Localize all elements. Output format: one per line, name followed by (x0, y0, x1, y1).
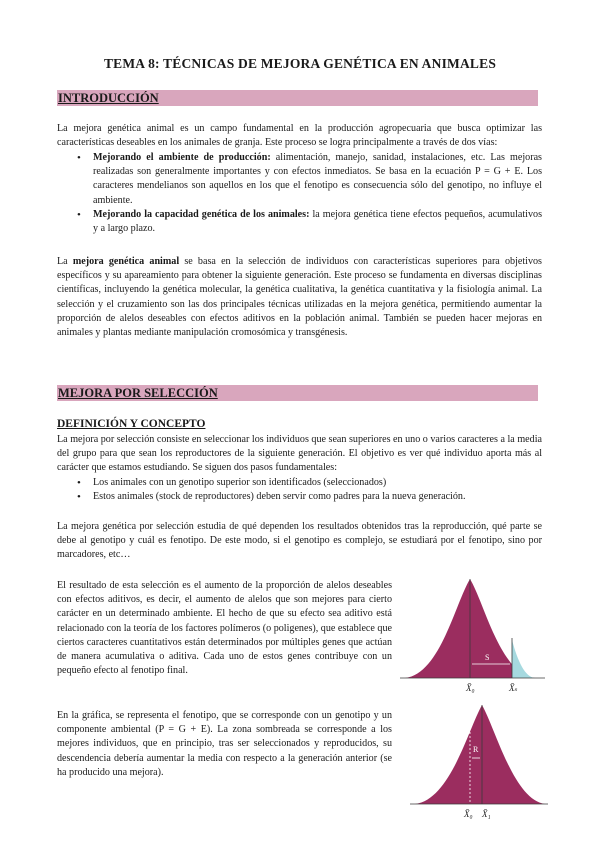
intro-bullet-environment: • Mejorando el ambiente de producción: alimentación, manejo, sanidad, instalaciones, etc. Las mejoras realizadas son generalmente importantes y con efectos inmediatos. Se basa en la ecuación P = G + E. Los caracteres mendelianos son aquellos en los que el fenotipo es consecuencia sólo del genotipo, no influye el ambiente. (57, 151, 542, 208)
selection-bullet-identify: • Los animales con un genotipo superior son identificados (seleccionados) (57, 476, 542, 490)
selected-area-top (512, 640, 535, 678)
response-figure (400, 700, 550, 822)
page-title: TEMA 8: TÉCNICAS DE MEJORA GENÉTICA EN ANIMALES (103, 56, 497, 71)
selection-paragraph-2: La mejora genética por selección estudia de qué dependen los resultados obtenidos tras la reproducción, qué parte se debe al genotipo y cuál es fenotipo. De este modo, si el genotipo es complejo, se estudiará por el fenotipo, sino por marcadores, etc… (57, 521, 542, 561)
selection-bullet-list (57, 476, 542, 504)
intro-bullet-genetic: • Mejorando la capacidad genética de los animales: la mejora genética tiene efectos pequeños, acumulativos y a largo plazo. (57, 208, 542, 236)
section-heading-intro: INTRODUCCIÓN (57, 90, 538, 106)
mean0-label-bottom: X̄₀ (464, 809, 473, 819)
intro-paragraph-1: La mejora genética animal es un campo fundamental en la producción agropecuaria que busca optimizar las características deseables en los animales de granja. Este proceso se logra principalmente a través de dos vías: (57, 123, 542, 149)
shade-label-bottom: R (473, 745, 479, 754)
curve-fill-bottom (415, 705, 545, 804)
selection-paragraph-3: El resultado de esta selección es el aumento de la proporción de alelos deseables con efectos aditivos, es decir, el aumento de alelos que son mejores para cierto carácter en un determinado ambiente. El hecho de que su efecto sea aditivo está relacionado con la teoría de los factores polímeros (o poligenes), que establece que ciertos caracteres cuantitativos están determinados por múltiples genes que actúan de manera acumulativa o aditiva. Cada uno de estos genes contribuye con un pequeño efecto al fenotipo final. (57, 580, 392, 677)
shade-label-top: S (485, 653, 490, 662)
selection-differential-figure (400, 574, 550, 696)
selection-paragraph-4: En la gráfica, se representa el fenotipo, que se corresponde con un genotipo y un componente ambiental (P = G + E). La zona sombreada se corresponde a los mejores individuos, que en principio, tras ser seleccionados y reproducidos, su descendencia debería aumentar la media con respecto a la generación anterior (se ha producido una mejora). (57, 710, 392, 778)
subheading-definition: DEFINICIÓN Y CONCEPTO (57, 418, 206, 430)
selection-paragraph-1: La mejora por selección consiste en seleccionar los individuos que sean superiores en uno o varios caracteres a la media del grupo para que sean los reproductores de la siguiente generación. El objetivo es ver qué individuo aporta más al carácter que estamos estudiando. Se siguen dos pasos fundamentales: (57, 434, 542, 474)
selection-bullet-parents: • Estos animales (stock de reproductores) deben servir como padres para la nueva generación. (57, 490, 542, 504)
mean-label-top: X̄₀ (466, 683, 475, 693)
mean1-label-bottom: X̄₁ (482, 809, 491, 819)
selected-label-top: X̄ₛ (509, 683, 518, 693)
intro-paragraph-2: La mejora genética animal se basa en la selección de individuos con características superiores para objetivos específicos y su apareamiento para obtener la siguiente generación. Este proceso se fundamenta en diversas disciplinas científicas, incluyendo la genética molecular, la genética cualitativa, la genética cuantitativa y la fisiología animal. La selección y el cruzamiento son las dos principales técnicas utilizadas en la mejora genética, permitiendo aumentar la proporción de alelos deseables con efectos aditivos en la población animal. También se pueden hacer mejoras en animales y plantas mediante manipulación cromosómica y transgénesis. (57, 256, 542, 339)
intro-bullet-list (57, 151, 542, 236)
section-heading-selection: MEJORA POR SELECCIÓN (57, 385, 538, 401)
